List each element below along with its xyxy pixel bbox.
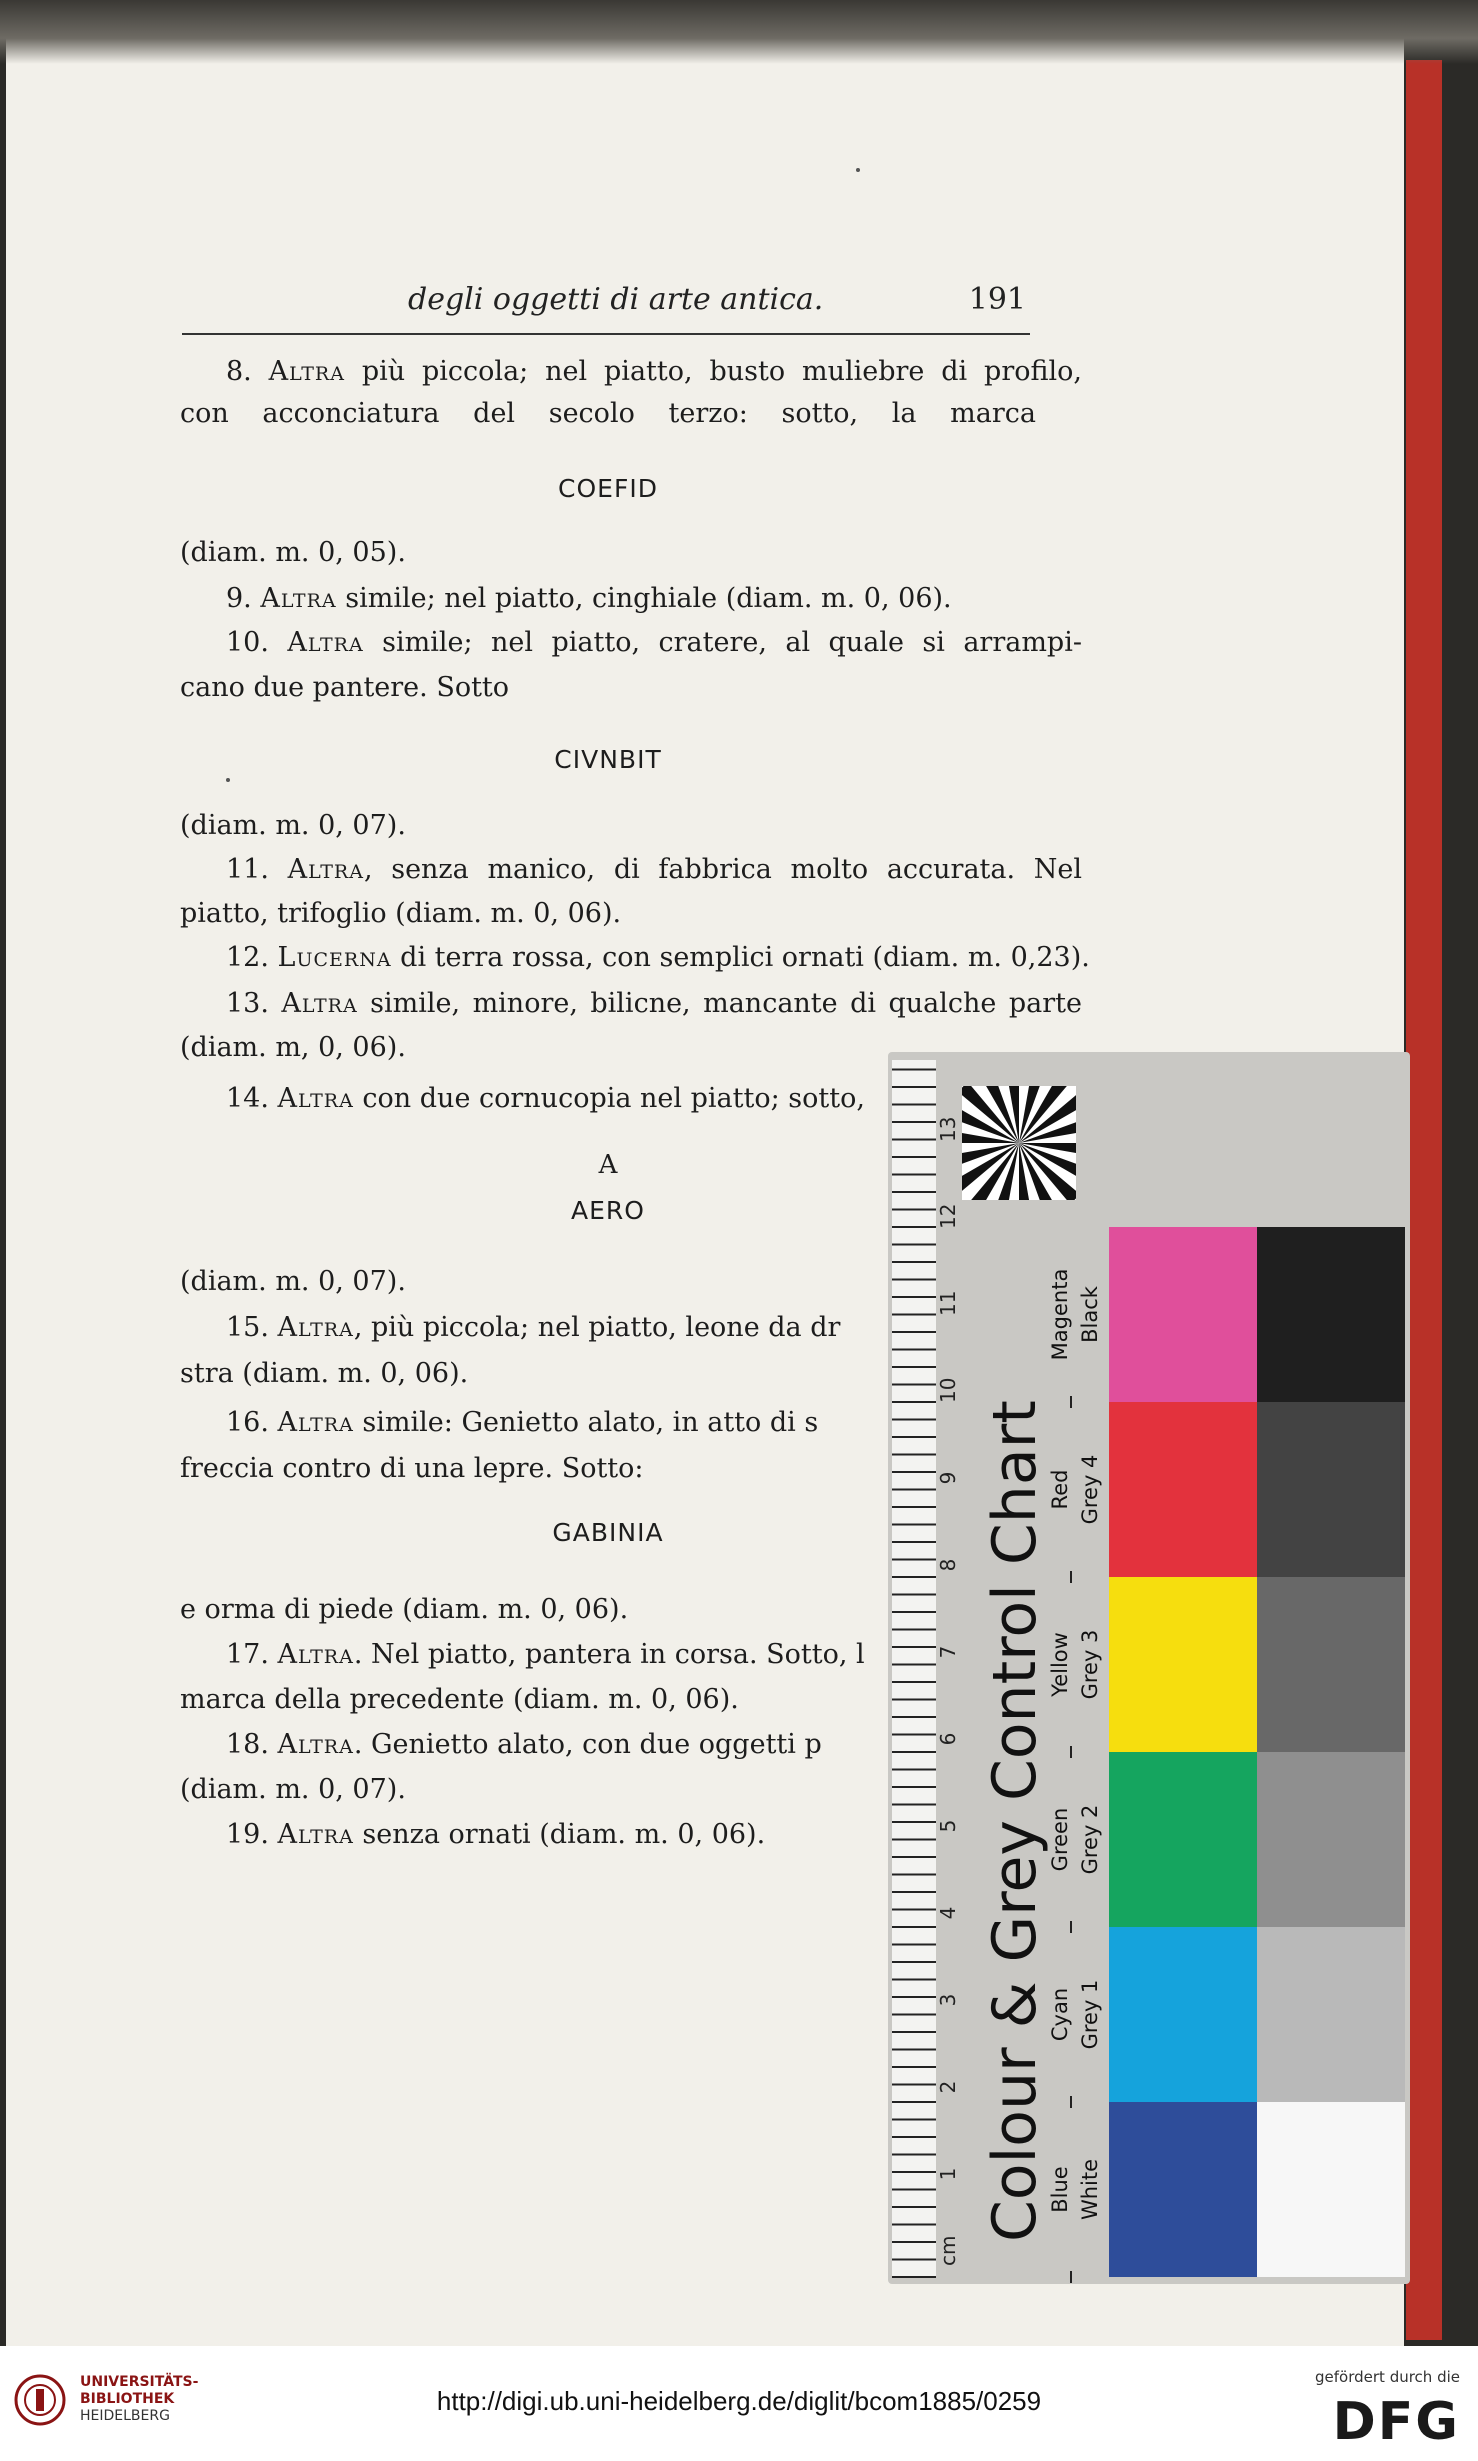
ruler-number: 5 [936, 1819, 960, 1833]
entry-10-line-3: (diam. m. 0, 07). [180, 810, 406, 841]
dfg-logo: DFG [1332, 2392, 1460, 2452]
entry-15-line-1: 15. Altra, più piccola; nel piatto, leone da dr [226, 1312, 841, 1343]
colour-label: Yellow [1048, 1632, 1072, 1697]
entry-10-line-1: 10. Altra simile; nel piatto, cratere, al quale si arrampi- [226, 627, 1082, 658]
ruler-number: 9 [936, 1471, 960, 1485]
source-url-link[interactable]: http://digi.ub.uni-heidelberg.de/diglit/bcom1885/0259 [436, 2386, 1042, 2416]
entry-17-line-2: marca della precedente (diam. m. 0, 06). [180, 1684, 739, 1715]
grey-label: Grey 4 [1078, 1454, 1102, 1525]
ruler-number: 8 [936, 1558, 960, 1572]
ruler-number: 12 [936, 1203, 960, 1229]
entry-8-line-3: (diam. m. 0, 05). [180, 537, 406, 568]
entry-12-line-1: 12. Lucerna di terra rossa, con semplici ornati (diam. m. 0,23). [226, 942, 1090, 973]
chart-title: Colour & Grey Control Chart [980, 1400, 1050, 2242]
grey-patch-grey-2 [1257, 1752, 1405, 1927]
entry-16-line-2: freccia contro di una lepre. Sotto: [180, 1453, 644, 1484]
colour-patch-blue [1109, 2102, 1257, 2277]
entry-14-line-2: (diam. m. 0, 07). [180, 1266, 406, 1297]
ruler-unit: cm [936, 2235, 960, 2266]
grey-patch-grey-3 [1257, 1577, 1405, 1752]
entry-8-line-1: 8. Altra più piccola; nel piatto, busto muliebre di profilo, [226, 356, 1082, 387]
potter-mark: GABINIA [552, 1518, 664, 1547]
colour-patch-red [1109, 1402, 1257, 1577]
potter-mark: CIVNBIT [554, 745, 662, 774]
patch-divider-tick [1070, 1396, 1072, 1408]
entry-16-line-1: 16. Altra simile: Genietto alato, in atto di s [226, 1407, 819, 1438]
ruler-number: 13 [936, 1116, 960, 1142]
entry-13-line-1: 13. Altra simile, minore, bilicne, mancante di qualche parte [226, 988, 1082, 1019]
ruler-number: 2 [936, 2080, 960, 2094]
patch-divider-tick [1070, 1746, 1072, 1758]
ruler-number: 1 [936, 2167, 960, 2181]
book-edge [1406, 60, 1442, 2340]
entry-16-line-3: e orma di piede (diam. m. 0, 06). [180, 1594, 629, 1625]
ruler-number: 11 [936, 1290, 960, 1316]
colour-control-chart [888, 1052, 1410, 2284]
entry-17-line-1: 17. Altra. Nel piatto, pantera in corsa. Sotto, l [226, 1639, 865, 1670]
running-header [180, 278, 1030, 328]
colour-patch-cyan [1109, 1927, 1257, 2102]
library-name: UNIVERSITÄTS- BIBLIOTHEK HEIDELBERG [80, 2374, 199, 2424]
entry-19-line-1: 19. Altra senza ornati (diam. m. 0, 06). [226, 1819, 766, 1850]
ruler-number: 3 [936, 1993, 960, 2007]
potter-mark: COEFID [558, 474, 658, 503]
patch-divider-tick [1070, 1921, 1072, 1933]
grey-patch-grey-4 [1257, 1402, 1405, 1577]
grey-patch-black [1257, 1227, 1405, 1402]
ruler-number: 6 [936, 1732, 960, 1746]
colour-patch-green [1109, 1752, 1257, 1927]
entry-9-line-1: 9. Altra simile; nel piatto, cinghiale (diam. m. 0, 06). [226, 583, 952, 614]
mark-symbol: A [598, 1150, 618, 1180]
colour-label: Blue [1048, 2166, 1072, 2213]
cm-ruler [892, 1060, 936, 2278]
ruler-number: 7 [936, 1645, 960, 1659]
entry-18-line-1: 18. Altra. Genietto alato, con due oggetti p [226, 1729, 822, 1760]
grey-label: Grey 1 [1078, 1979, 1102, 2050]
entry-13-line-2: (diam. m, 0, 06). [180, 1032, 406, 1063]
colour-label: Green [1048, 1807, 1072, 1872]
colour-label: Red [1048, 1469, 1072, 1510]
entry-11-line-2: piatto, trifoglio (diam. m. 0, 06). [180, 898, 622, 929]
entry-18-line-2: (diam. m. 0, 07). [180, 1774, 406, 1805]
patch-divider-tick [1070, 1571, 1072, 1583]
page-number: 191 [968, 282, 1026, 317]
colour-patch-magenta [1109, 1227, 1257, 1402]
ink-speck [856, 168, 860, 172]
grey-label: Black [1078, 1286, 1102, 1343]
page-shadow [0, 0, 1478, 64]
grey-label: Grey 2 [1078, 1804, 1102, 1875]
header-rule [182, 333, 1030, 335]
grey-patch-white [1257, 2102, 1405, 2277]
entry-11-line-1: 11. Altra, senza manico, di fabbrica molto accurata. Nel [226, 854, 1083, 885]
grey-label: Grey 3 [1078, 1629, 1102, 1700]
grey-patch-grey-1 [1257, 1927, 1405, 2102]
ruler-number: 10 [936, 1377, 960, 1403]
funded-by-text: gefördert durch die [1315, 2368, 1460, 2386]
colour-patch-yellow [1109, 1577, 1257, 1752]
patch-divider-tick [1070, 2096, 1072, 2108]
entry-14-line-1: 14. Altra con due cornucopia nel piatto; sotto, [226, 1083, 865, 1114]
colour-label: Magenta [1048, 1268, 1072, 1361]
entry-15-line-2: stra (diam. m. 0, 06). [180, 1358, 469, 1389]
ink-speck [226, 778, 230, 782]
ruler-number: 4 [936, 1906, 960, 1920]
footer [0, 2346, 1478, 2461]
entry-10-line-2: cano due pantere. Sotto [180, 672, 510, 703]
entry-8-line-2: con acconciatura del secolo terzo: sotto, la marca [180, 398, 1036, 429]
grey-label: White [1078, 2158, 1102, 2221]
colour-label: Cyan [1048, 1987, 1072, 2042]
potter-mark: AERO [571, 1196, 645, 1225]
header-title: degli oggetti di arte antica. [408, 282, 824, 317]
patch-divider-tick [1070, 2271, 1072, 2283]
